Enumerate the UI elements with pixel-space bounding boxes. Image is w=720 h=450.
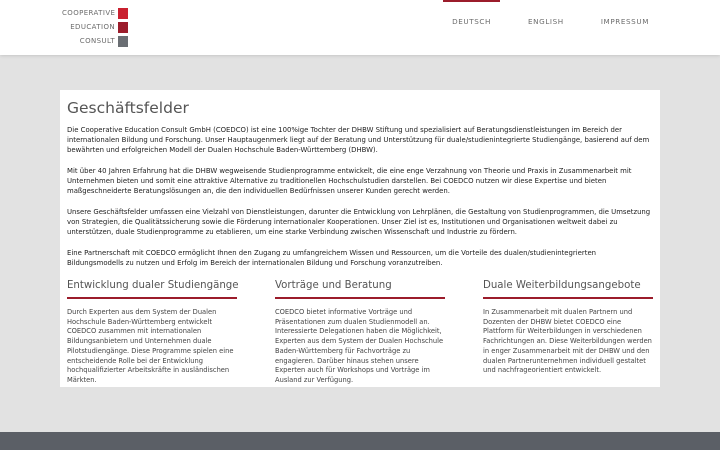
column-title: Duale Weiterbildungsangebote [483,279,653,299]
logo-row-2 [62,21,128,34]
logo-text-education: EDUCATION [70,23,115,31]
logo-text-consult: CONSULT [79,37,115,45]
intro-paragraph-1: Die Cooperative Education Consult GmbH (COEDCO) ist eine 100%ige Tochter der DHBW Stiftung und spezialisiert auf Beratungsdienstleistungen im Bereich der internationalen Bildung und Forschung. Unser Hauptaugenmerk liegt auf der Beratung und Unterstützung für duale/studienintegrierte Studiengänge, basierend auf dem bewährten und erfolgreichen Modell der Dualen Hochschule Baden-Württemberg (DHBW). [67,126,650,154]
page-title: Geschäftsfelder [67,99,189,117]
nav-item-deutsch[interactable]: DEUTSCH [443,0,500,55]
nav-item-impressum[interactable]: IMPRESSUM [600,17,649,26]
column-text: Durch Experten aus dem System der Dualen Hochschule Baden-Württemberg entwickelt COEDCO zusammen mit internationalen Bildungsanbietern und Unternehmen duale Pilotstudiengänge. Diese Programme spielen eine entscheidende Rolle bei der Entwicklung hochqualifizierter Arbeitskräfte in ausländischen Märkten. [67,308,234,384]
column-text: In Zusammenarbeit mit dualen Partnern und Dozenten der DHBW bietet COEDCO eine Plattform für Weiterbildungen in verschiedenen Fachrichtungen an. Diese Weiterbildungen werden in enger Zusammenarbeit mit der DHBW und den dualen Partnerunternehmen individuell gestaltet und nachfrageorientiert entwickelt. [483,308,652,375]
main-nav [443,0,658,55]
logo-row-3 [62,35,128,48]
column-title: Vorträge und Beratung [275,279,445,299]
site-footer [0,432,720,450]
logo-square-darkred [118,22,128,33]
intro-paragraph-4: Eine Partnerschaft mit COEDCO ermöglicht Ihnen den Zugang zu umfangreichem Wissen und Ressourcen, um die Vorteile des dualen/studienintegrierten Bildungsmodells zu nutzen und Erfolg im Bereich der internationalen Bildung und Forschung voranzutreiben. [67,249,597,267]
column-title: Entwicklung dualer Studiengänge [67,279,237,299]
service-columns [67,279,653,386]
content-card [60,90,660,387]
logo-row-1 [62,7,128,20]
column-text: COEDCO bietet informative Vorträge und Präsentationen zum dualen Studienmodell an. Interessierte Delegationen haben die Möglichkeit, Experten aus dem System der Dualen Hochschule Baden-Württemberg für Fachvorträge zu engagieren. Darüber hinaus stehen unsere Experten auch für Workshops und Vorträge im Ausland zur Verfügung. [275,308,444,384]
column-studiengaenge [67,279,237,386]
intro-paragraph-3: Unsere Geschäftsfelder umfassen eine Vielzahl von Dienstleistungen, darunter die Entwicklung von Lehrplänen, die Gestaltung von Studienprogrammen, die Umsetzung von Strategien, die Qualitätssicherung sowie die Förderung internationaler Kooperationen. Unser Ziel ist es, Institutionen und Organisationen weltweit dabei zu unterstützen, duale Studienprogramme zu etablieren, um eine starke Verbindung zwischen Wissenschaft und Industrie zu fördern. [67,208,651,236]
column-weiterbildung [483,279,653,386]
logo-text-cooperative: COOPERATIVE [62,9,116,17]
nav-item-english[interactable]: ENGLISH [528,17,564,26]
intro-paragraph-2: Mit über 40 Jahren Erfahrung hat die DHBW wegweisende Studienprogramme entwickelt, die eine enge Verzahnung von Theorie und Praxis in Zusammenarbeit mit Unternehmen bieten und somit eine attraktive Alternative zu traditionellen Hochschulstudien darstellen. Bei COEDCO nutzen wir diese Expertise und bieten maßgeschneiderte Beratungslösungen an, die den individuellen Bedürfnissen unserer Kunden gerecht werden. [67,167,632,195]
column-vortraege [275,279,445,386]
logo-square-red [118,8,128,19]
site-header [0,0,720,55]
coedco-logo[interactable] [62,7,128,49]
logo-square-grey [118,36,128,47]
